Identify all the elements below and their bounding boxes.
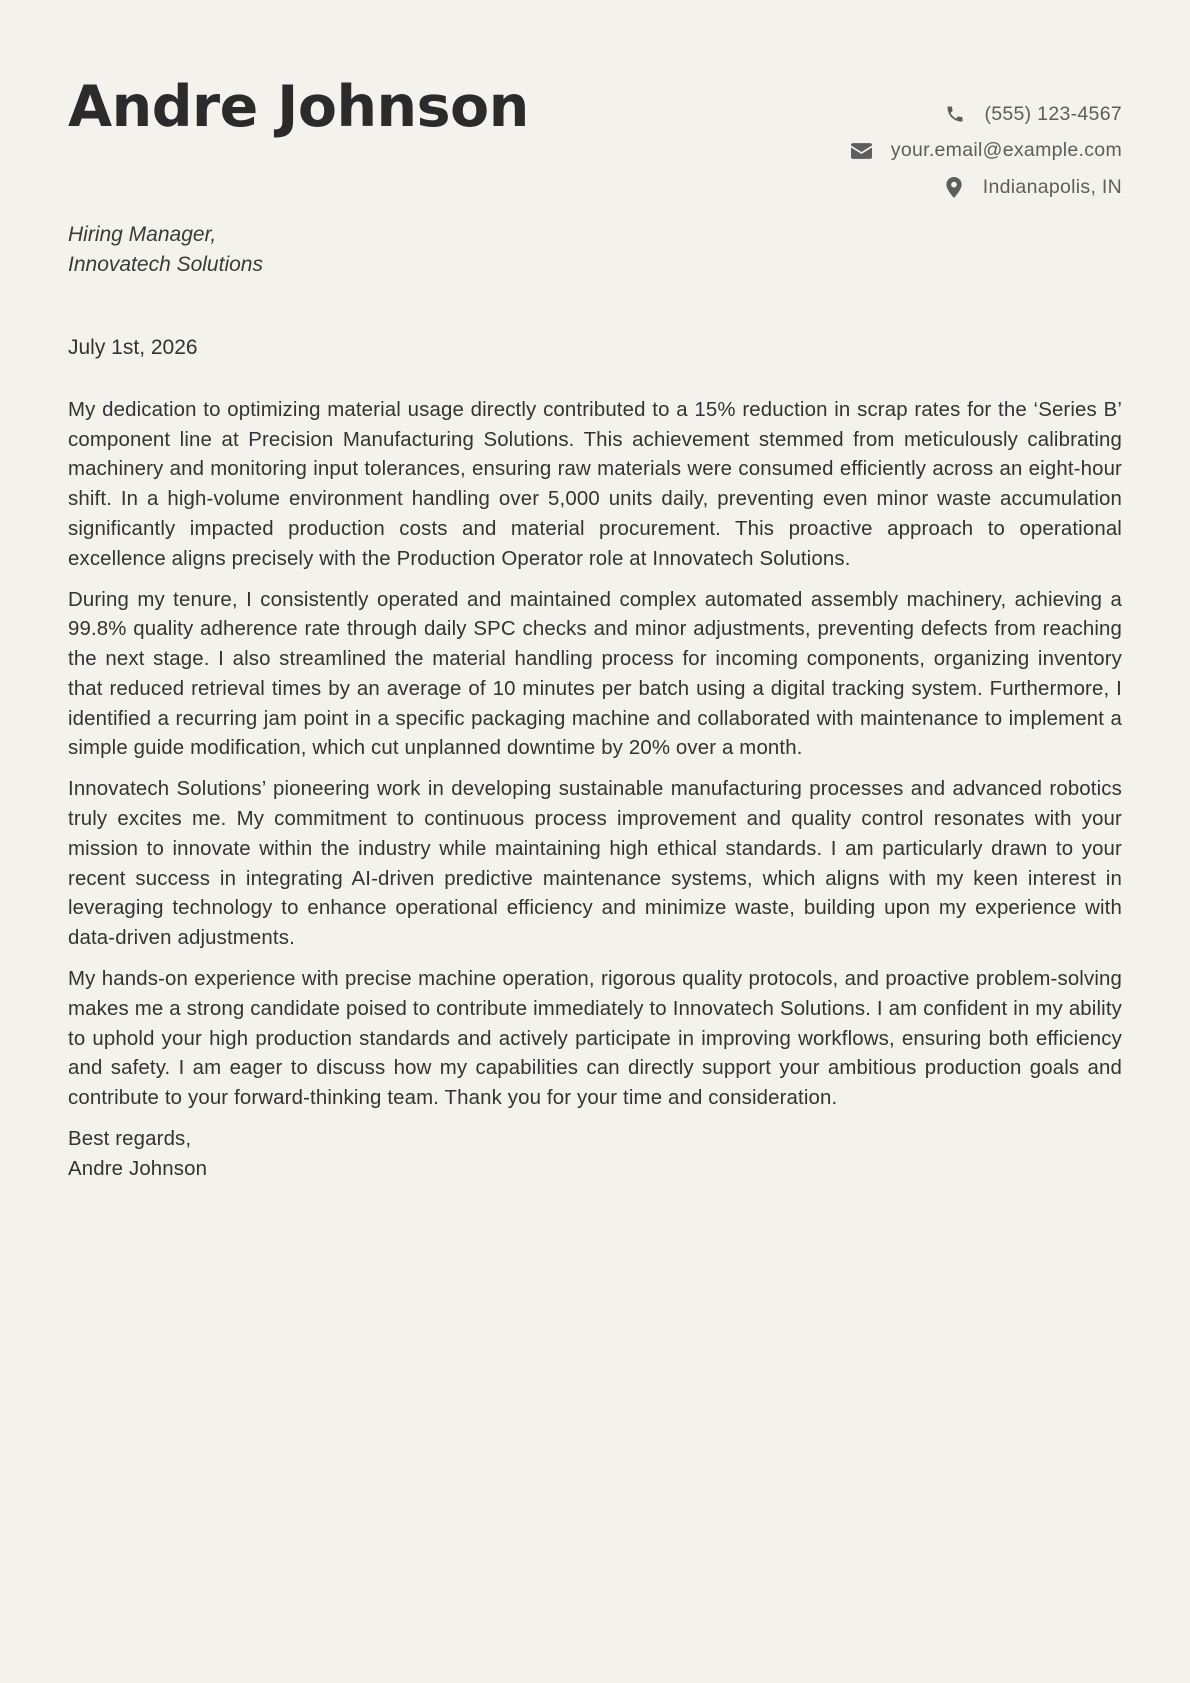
email-address: your.email@example.com: [890, 139, 1122, 162]
body-paragraph: During my tenure, I consistently operated and maintained complex automated assembly machinery, achieving a 99.8% quality adherence rate through daily SPC checks and minor adjustments, preventing defects from reaching the next stage. I also streamlined the material handling process for incoming components, organizing inventory that reduced retrieval times by an average of 10 minutes per batch using a digital tracking system. Furthermore, I identified a recurring jam point in a specific packaging machine and collaborated with maintenance to implement a simple guide modification, which cut unplanned downtime by 20% over a month.: [68, 588, 1122, 760]
applicant-name: Andre Johnson: [68, 74, 529, 140]
cover-letter-page: [68, 0, 1122, 1180]
map-pin-icon: [943, 176, 965, 198]
location-text: Indianapolis, IN: [982, 175, 1122, 198]
contact-phone: [851, 96, 1122, 133]
body-paragraph: My dedication to optimizing material usage directly contributed to a 15% reduction in scrap rates for the ‘Series B’ component line at Precision Manufacturing Solutions. This achievement stemmed from meticulously calibrating machinery and monitoring input tolerances, ensuring raw materials were consumed efficiently across an eight-hour shift. In a high-volume environment handling over 5,000 units daily, preventing even minor waste accumulation significantly impacted production costs and material procurement. This proactive approach to operational excellence aligns precisely with the Production Operator role at Innovatech Solutions.: [68, 399, 1122, 570]
letter-header: [68, 0, 1122, 210]
contact-location: [851, 169, 1122, 206]
phone-number: (555) 123-4567: [984, 102, 1122, 125]
recipient-company: Innovatech Solutions: [68, 252, 263, 276]
closing-salutation: Best regards,: [68, 1128, 192, 1151]
envelope-icon: [851, 140, 873, 162]
recipient-block: [68, 220, 263, 279]
letter-date: July 1st, 2026: [68, 336, 198, 359]
contact-email: [851, 133, 1122, 170]
closing-signature: Andre Johnson: [68, 1157, 208, 1180]
phone-icon: [944, 103, 966, 125]
body-paragraph: Innovatech Solutions’ pioneering work in developing sustainable manufacturing processes and advanced robotics truly excites me. My commitment to continuous process improvement and quality control resonates with your mission to innovate within the industry while maintaining high ethical standards. I am particularly drawn to your recent success in integrating AI-driven predictive maintenance systems, which aligns with my keen interest in leveraging technology to enhance operational efficiency and minimize waste, building upon my experience with data-driven adjustments.: [68, 778, 1122, 949]
contact-info: [851, 96, 1122, 206]
recipient-title: Hiring Manager,: [68, 223, 217, 246]
letter-body: [68, 396, 1122, 1185]
letter-closing: [68, 1125, 1122, 1184]
body-paragraph: My hands-on experience with precise machine operation, rigorous quality protocols, and proactive problem-solving makes me a strong candidate poised to contribute immediately to Innovatech Solutions. I am confident in my ability to uphold your high production standards and actively participate in improving workflows, ensuring both efficiency and safety. I am eager to discuss how my capabilities can directly support your ambitious production goals and contribute to your forward-thinking team. Thank you for your time and consideration.: [68, 968, 1122, 1109]
